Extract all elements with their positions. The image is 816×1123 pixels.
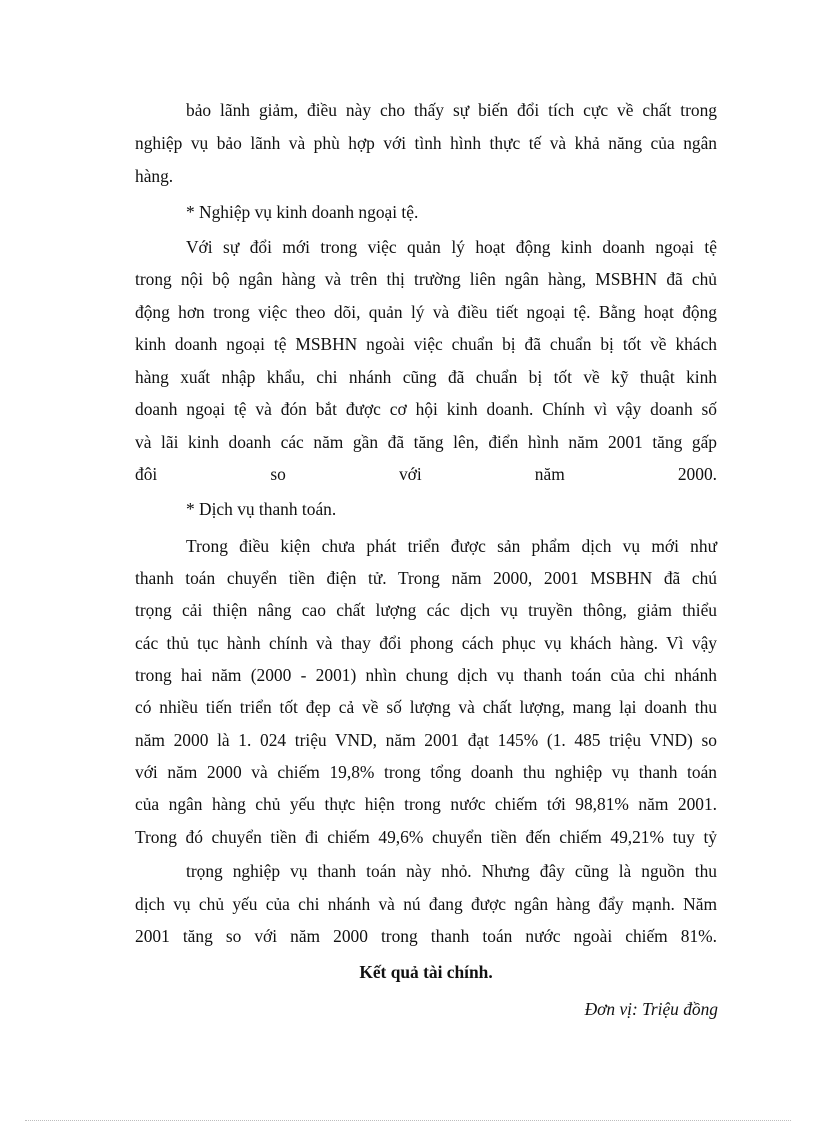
paragraph-line: thanh toán chuyển tiền điện tử. Trong năm 2000, 2001 MSBHN đã chú <box>135 568 717 588</box>
paragraph-line: đôi so với năm 2000. <box>135 464 717 484</box>
paragraph-line: động hơn trong việc theo dõi, quản lý và điều tiết ngoại tệ. Bằng hoạt động <box>135 302 717 322</box>
section-heading-foreign-exchange: * Nghiệp vụ kinh doanh ngoại tệ. <box>186 202 419 222</box>
paragraph-line: kinh doanh ngoại tệ MSBHN ngoài việc chuẩn bị đã chuẩn bị tốt về khách <box>135 334 717 354</box>
paragraph-line: Trong điều kiện chưa phát triển được sản phẩm dịch vụ mới như <box>186 536 717 556</box>
paragraph-line: hàng xuất nhập khẩu, chi nhánh cũng đã chuẩn bị tốt về kỹ thuật kinh <box>135 367 717 387</box>
section-heading-payment-services: * Dịch vụ thanh toán. <box>186 499 337 519</box>
unit-label: Đơn vị: Triệu đồng <box>584 999 718 1019</box>
paragraph-line: trọng cải thiện nâng cao chất lượng các dịch vụ truyền thông, giảm thiểu <box>135 600 717 620</box>
paragraph-line: của ngân hàng chủ yếu thực hiện trong nước chiếm tới 98,81% năm 2001. <box>135 794 717 814</box>
financial-results-heading: Kết quả tài chính. <box>359 962 493 982</box>
page-bottom-divider <box>25 1120 791 1121</box>
paragraph-line: hàng. <box>135 166 174 186</box>
paragraph-line: dịch vụ chủ yếu của chi nhánh và nú đang được ngân hàng đẩy mạnh. Năm <box>135 894 717 914</box>
paragraph-line: trọng nghiệp vụ thanh toán này nhỏ. Nhưng đây cũng là nguồn thu <box>186 861 717 881</box>
paragraph-line: Trong đó chuyển tiền đi chiếm 49,6% chuyển tiền đến chiếm 49,21% tuy tỷ <box>135 827 717 847</box>
paragraph-line: bảo lãnh giảm, điều này cho thấy sự biến đổi tích cực về chất trong <box>186 100 717 120</box>
paragraph-line: trong hai năm (2000 - 2001) nhìn chung dịch vụ thanh toán của chi nhánh <box>135 665 717 685</box>
paragraph-line: 2001 tăng so với năm 2000 trong thanh toán nước ngoài chiếm 81%. <box>135 926 717 946</box>
paragraph-line: doanh ngoại tệ và đón bắt được cơ hội kinh doanh. Chính vì vậy doanh số <box>135 399 717 419</box>
paragraph-line: trong nội bộ ngân hàng và trên thị trường liên ngân hàng, MSBHN đã chủ <box>135 269 717 289</box>
paragraph-line: năm 2000 là 1. 024 triệu VND, năm 2001 đạt 145% (1. 485 triệu VND) so <box>135 730 717 750</box>
paragraph-line: và lãi kinh doanh các năm gần đã tăng lên, điển hình năm 2001 tăng gấp <box>135 432 717 452</box>
paragraph-line: với năm 2000 và chiếm 19,8% trong tổng doanh thu nghiệp vụ thanh toán <box>135 762 717 782</box>
paragraph-line: các thủ tục hành chính và thay đổi phong cách phục vụ khách hàng. Vì vậy <box>135 633 717 653</box>
paragraph-line: có nhiều tiến triển tốt đẹp cả về số lượng và chất lượng, mang lại doanh thu <box>135 697 717 717</box>
paragraph-line: nghiệp vụ bảo lãnh và phù hợp với tình hình thực tế và khả năng của ngân <box>135 133 717 153</box>
paragraph-line: Với sự đổi mới trong việc quản lý hoạt động kinh doanh ngoại tệ <box>186 237 717 257</box>
